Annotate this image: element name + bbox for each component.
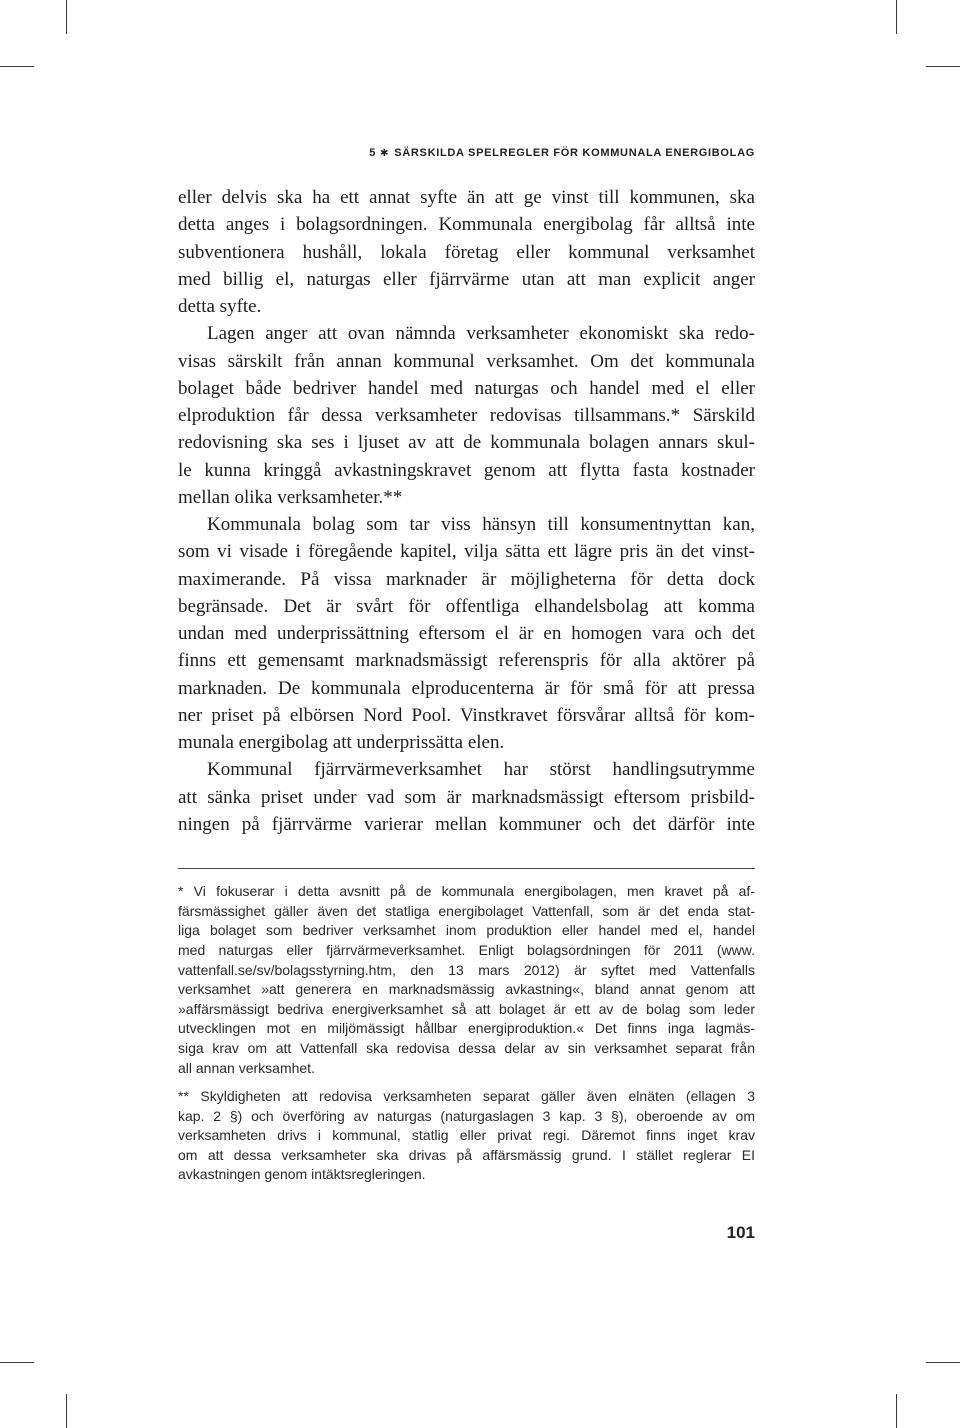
header-separator-asterisk: ✱ (380, 148, 390, 159)
body-line: att sänka priset under vad som är marknadsmässigt eftersom prisbild- (178, 786, 755, 808)
footnote-2 (178, 1087, 755, 1185)
crop-mark-top-left-vertical (66, 0, 67, 34)
body-line: detta anges i bolagsordningen. Kommunala energibolag får alltså inte (178, 214, 755, 236)
crop-mark-bottom-left-vertical (66, 1394, 67, 1428)
footnote-1 (178, 882, 755, 1078)
body-text (178, 184, 755, 838)
footnote-line: verksamheten drivs i kommunal, statlig eller privat regi. Däremot finns inget krav (178, 1127, 755, 1144)
crop-mark-bottom-right-vertical (896, 1394, 897, 1428)
footnote-line: verksamhet »att generera en marknadsmässig avkastning«, bland annat genom att (178, 981, 755, 998)
crop-mark-top-right-horizontal (926, 66, 960, 67)
footnote-line: all annan verksamhet. (178, 1059, 315, 1076)
footnote-line: siga krav om att Vattenfall ska redovisa dessa delar av sin verksamhet separat från (178, 1040, 755, 1057)
body-line: med billig el, naturgas eller fjärrvärme utan att man explicit anger (178, 268, 755, 290)
body-line: maximerande. På vissa marknader är möjligheterna för detta dock (178, 568, 755, 590)
body-line: Lagen anger att ovan nämnda verksamheter ekonomiskt ska redo- (207, 323, 755, 345)
body-line: marknaden. De kommunala elproducenterna är för små för att pressa (178, 677, 755, 699)
body-paragraph (178, 756, 755, 838)
footnote-line: ** Skyldigheten att redovisa verksamheten separat gäller även elnäten (ellagen 3 (178, 1087, 755, 1104)
footnote-line: avkastningen genom intäktsregleringen. (178, 1166, 426, 1183)
footnote-line: färsmässighet gäller även det statliga energibolaget Vattenfall, som är det enda stat- (178, 902, 755, 919)
body-line: redovisning ska ses i ljuset av att de kommunala bolagen annars skul- (178, 432, 755, 454)
body-line: elproduktion får dessa verksamheter redovisas tillsammans.* Särskild (178, 405, 755, 426)
body-line: bolaget både bedriver handel med naturgas och handel med el eller (178, 377, 755, 399)
footnote-line: * Vi fokuserar i detta avsnitt på de kommunala energibolagen, men kravet på af- (178, 883, 755, 899)
body-line: subventionera hushåll, lokala företag eller kommunal verksamhet (178, 241, 755, 263)
body-line: eller delvis ska ha ett annat syfte än att ge vinst till kommunen, ska (178, 187, 755, 208)
footnote-rule (178, 868, 755, 869)
crop-mark-top-left-horizontal (0, 66, 34, 67)
body-line: Kommunal fjärrvärmeverksamhet har störst handlingsutrymme (207, 759, 755, 781)
chapter-number: 5 (369, 147, 377, 159)
body-line: som vi visade i föregående kapitel, vilja sätta ett lägre pris än det vinst- (178, 541, 755, 563)
running-header (369, 146, 755, 161)
crop-mark-bottom-right-horizontal (926, 1362, 960, 1363)
crop-mark-top-right-vertical (896, 0, 897, 34)
footnotes (178, 882, 755, 1185)
body-line: Kommunala bolag som tar viss hänsyn till konsumentnyttan kan, (207, 514, 755, 535)
body-line: undan med underprissättning eftersom el är en homogen vara och det (178, 623, 755, 644)
body-line: ner priset på elbörsen Nord Pool. Vinstkravet försvårar alltså för kom- (178, 704, 755, 726)
body-paragraph (178, 184, 755, 320)
footnote-line: om att dessa verksamheter ska drivas på affärsmässig grund. I stället reglerar EI (178, 1146, 755, 1163)
body-paragraph (178, 511, 755, 756)
footnote-line: liga bolaget som bedriver verksamhet inom produktion eller handel med el, handel (178, 922, 755, 939)
footnote-line: utvecklingen mot en miljömässigt hållbar energiproduktion.« Det finns inga lagmäs- (178, 1020, 755, 1037)
footnote-line: »affärsmässigt bedriva energiverksamhet så att bolaget är ett av de bolag som leder (178, 1000, 755, 1017)
body-paragraph (178, 320, 755, 511)
body-line: ningen på fjärrvärme varierar mellan kommuner och det därför inte (178, 813, 755, 835)
body-line: le kunna kringgå avkastningskravet genom att flytta fasta kostnader (178, 459, 755, 481)
page-number: 101 (726, 1223, 755, 1242)
footnote-line: kap. 2 §) och överföring av naturgas (naturgaslagen 3 kap. 3 §), oberoende av om (178, 1107, 755, 1124)
body-line: visas särskilt från annan kommunal verksamhet. Om det kommunala (178, 350, 755, 372)
footnote-line: med naturgas eller fjärrvärmeverksamhet. Enligt bolagsordningen för 2011 (www. (178, 941, 755, 958)
body-line: munala energibolag att underprissätta elen. (178, 732, 505, 753)
body-line: mellan olika verksamheter.** (178, 486, 403, 508)
crop-mark-bottom-left-horizontal (0, 1362, 34, 1363)
footnote-line: vattenfall.se/sv/bolagsstyrning.htm, den 13 mars 2012) är syftet med Vattenfalls (178, 961, 755, 978)
body-line: detta syfte. (178, 296, 262, 317)
body-line: finns ett gemensamt marknadsmässigt referenspris för alla aktörer på (178, 650, 755, 672)
body-line: begränsade. Det är svårt för offentliga elhandelsbolag att komma (178, 595, 755, 617)
chapter-title: SÄRSKILDA SPELREGLER FÖR KOMMUNALA ENERGIBOLAG (394, 147, 755, 159)
